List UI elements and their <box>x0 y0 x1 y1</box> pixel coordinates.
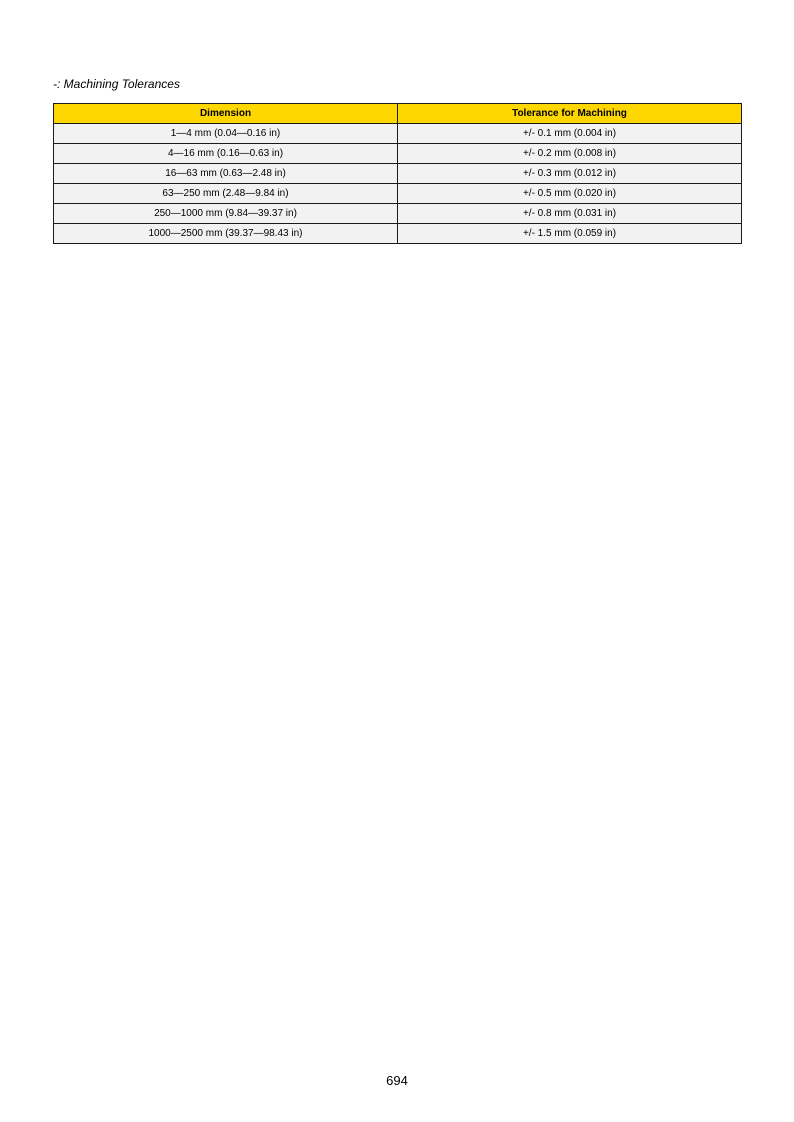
tolerance-cell: +/- 1.5 mm (0.059 in) <box>398 224 742 244</box>
tolerance-cell: +/- 0.2 mm (0.008 in) <box>398 144 742 164</box>
dimension-cell: 16—63 mm (0.63—2.48 in) <box>54 164 398 184</box>
dimension-cell: 1—4 mm (0.04—0.16 in) <box>54 124 398 144</box>
table-row <box>54 224 742 244</box>
machining-tolerances-table <box>53 103 742 244</box>
dimension-cell: 250—1000 mm (9.84—39.37 in) <box>54 204 398 224</box>
dimension-cell: 1000—2500 mm (39.37—98.43 in) <box>54 224 398 244</box>
tolerance-cell: +/- 0.8 mm (0.031 in) <box>398 204 742 224</box>
table-row <box>54 144 742 164</box>
table-header-row <box>54 104 742 124</box>
column-header-dimension: Dimension <box>54 104 398 124</box>
tolerance-cell: +/- 0.3 mm (0.012 in) <box>398 164 742 184</box>
table-caption: -: Machining Tolerances <box>53 77 180 91</box>
table-row <box>54 164 742 184</box>
table-row <box>54 124 742 144</box>
dimension-cell: 63—250 mm (2.48—9.84 in) <box>54 184 398 204</box>
table-row <box>54 204 742 224</box>
column-header-tolerance: Tolerance for Machining <box>398 104 742 124</box>
tolerance-cell: +/- 0.1 mm (0.004 in) <box>398 124 742 144</box>
tolerance-cell: +/- 0.5 mm (0.020 in) <box>398 184 742 204</box>
table-row <box>54 184 742 204</box>
page-number: 694 <box>386 1073 408 1088</box>
dimension-cell: 4—16 mm (0.16—0.63 in) <box>54 144 398 164</box>
